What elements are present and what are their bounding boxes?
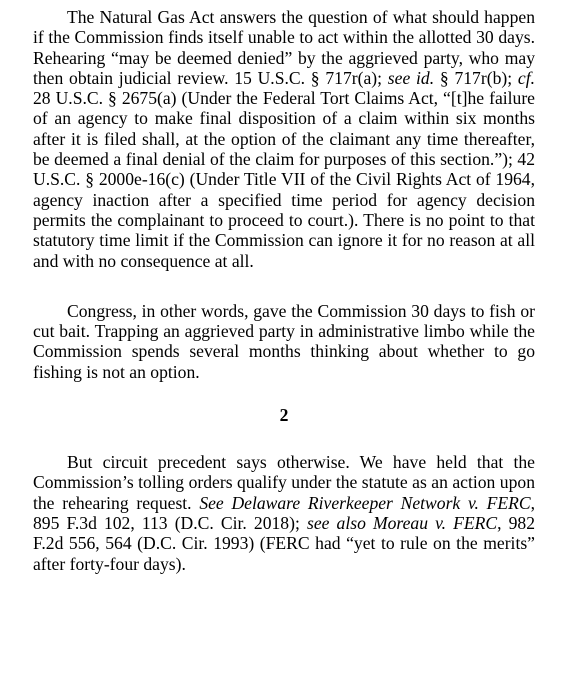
document-page xyxy=(33,7,535,574)
section-number: 2 xyxy=(279,405,289,426)
citation-italic-text: cf. xyxy=(517,67,535,88)
body-text: , 895 F.3d 102, 113 (D.C. Cir. 2018); xyxy=(33,492,535,533)
body-text: 28 U.S.C. § 2675(a) (Under the Federal Tort Claims Act, “[t]he failure of an agency to make final disposition of a claim within six months after it is filed shall, at the option of the claimant any time thereafter, be deemed a final denial of the claim for purposes of this section.”); 42 U.S.C. § 2000e-16(c) (Under Title VII of the Civil Rights Act of 1964, agency inaction after a specified time period for agency decision permits the complainant to proceed to court.). There is no point to that statutory time limit if the Commission can ignore it for no reason at all and with no consequence at all. xyxy=(33,88,535,271)
paragraph-fish-or-cut-bait xyxy=(33,301,535,382)
citation-italic-text: see also Moreau v. FERC xyxy=(306,512,498,533)
paragraph-circuit-precedent xyxy=(33,452,535,574)
body-text: § 717r(b); xyxy=(434,67,518,88)
body-text: The Natural Gas Act answers the question of what should happen if the Commission finds itself unable to act within the allotted 30 days. Rehearing “may be deemed denied” by the aggrieved party, who may then obtain judicial review. 15 U.S.C. § 717r(a); xyxy=(33,7,535,88)
citation-italic-text: See Delaware Riverkeeper Network v. FERC xyxy=(199,492,531,513)
body-text: , 982 F.2d 556, 564 (D.C. Cir. 1993) (FERC had “yet to rule on the merits” after forty-four days). xyxy=(33,512,536,574)
citation-italic-text: see id. xyxy=(387,67,435,88)
body-text: Congress, in other words, gave the Commission 30 days to fish or cut bait. Trapping an aggrieved party in administrative limbo while the Commission spends several months thinking about whether to go fishing is not an option. xyxy=(33,300,535,382)
paragraph-natural-gas-act xyxy=(33,7,535,271)
body-text: But circuit precedent says otherwise. We have held that the Commission’s tolling orders qualify under the statute as an action upon the rehearing request. xyxy=(33,452,535,513)
